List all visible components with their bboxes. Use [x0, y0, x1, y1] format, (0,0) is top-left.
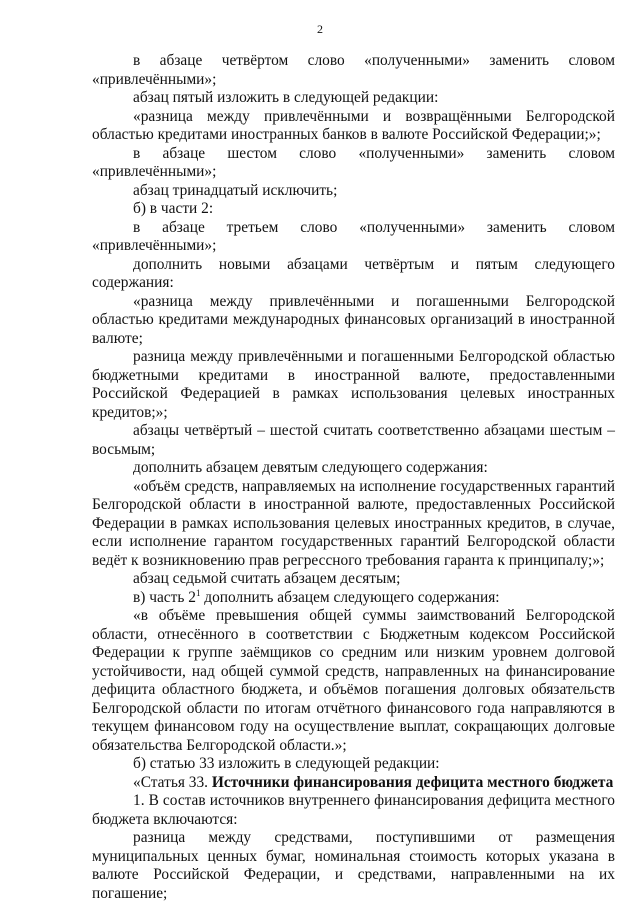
part-v-prefix: в) часть 2	[133, 588, 196, 606]
paragraph: дополнить абзацем девятым следующего содержания:	[133, 459, 488, 476]
paragraph: в абзаце шестом слово «полученными» заменить словом «привлечёнными»;	[92, 144, 615, 180]
paragraph: «разница между привлечёнными и возвращёнными Белгородской областью кредитами иностранных банков в валюте Российской Федерации;»;	[92, 107, 615, 143]
page-number: 2	[317, 22, 323, 36]
paragraph: разница между средствами, поступившими от размещения муниципальных ценных бумаг, номинальная стоимость которых указана в валюте Российской Федерации, и средствами, направленными на их погашение;	[92, 829, 615, 902]
article-heading	[92, 774, 615, 793]
paragraph: 1. В состав источников внутреннего финансирования дефицита местного бюджета включаются:	[92, 792, 615, 828]
article-title: Источники финансирования дефицита местного бюджета	[211, 773, 614, 791]
paragraph: «объём средств, направляемых на исполнение государственных гарантий Белгородской области в иностранной валюте, предоставленных Российской Федерации в рамках использования целевых иностранных кредитов, в случае, если исполнение гарантом государственных гарантий Белгородской области ведёт к возникновению прав регрессного требования гаранта к принципалу;»;	[92, 477, 615, 569]
paragraph: абзац пятый изложить в следующей редакции:	[133, 89, 439, 106]
article-prefix: «Статья 33.	[133, 773, 212, 791]
part-v-superscript: 1	[195, 587, 201, 598]
paragraph-part-v	[92, 589, 615, 608]
paragraph: в абзаце четвёртом слово «полученными» заменить словом «привлечёнными»;	[92, 52, 615, 88]
paragraph: абзац тринадцатый исключить;	[133, 181, 338, 199]
paragraph: б) статью 33 изложить в следующей редакции:	[133, 755, 440, 772]
paragraph: абзац седьмой считать абзацем десятым;	[133, 570, 401, 587]
paragraph: б) в части 2:	[133, 200, 214, 217]
paragraph: дополнить новыми абзацами четвёртым и пятым следующего содержания:	[92, 255, 615, 291]
part-v-suffix: дополнить абзацем следующего содержания:	[200, 588, 500, 606]
paragraph: в абзаце третьем слово «полученными» заменить словом «привлечёнными»;	[92, 218, 615, 254]
document-body	[92, 52, 615, 903]
paragraph: абзацы четвёртый – шестой считать соответственно абзацами шестым – восьмым;	[92, 422, 615, 458]
paragraph: разница между привлечёнными и погашенными Белгородской областью бюджетными кредитами в иностранной валюте, предоставленными Российской Федерацией в рамках использования целевых иностранных кредитов;»;	[92, 348, 615, 421]
paragraph: «в объёме превышения общей суммы заимствований Белгородской области, отнесённого в соответствии с Бюджетным кодексом Российской Федерации к группе заёмщиков со средним или низким уровнем долговой устойчивости, над общей суммой средств, направленных на финансирование дефицита областного бюджета, и объёмов погашения долговых обязательств Белгородской области по итогам отчётного финансового года направляются в текущем финансовом году на осуществление выплат, сокращающих долговые обязательства Белгородской области.»;	[92, 607, 615, 754]
paragraph: «разница между привлечёнными и погашенными Белгородской областью кредитами международных финансовых организаций в иностранной валюте;	[92, 292, 615, 347]
